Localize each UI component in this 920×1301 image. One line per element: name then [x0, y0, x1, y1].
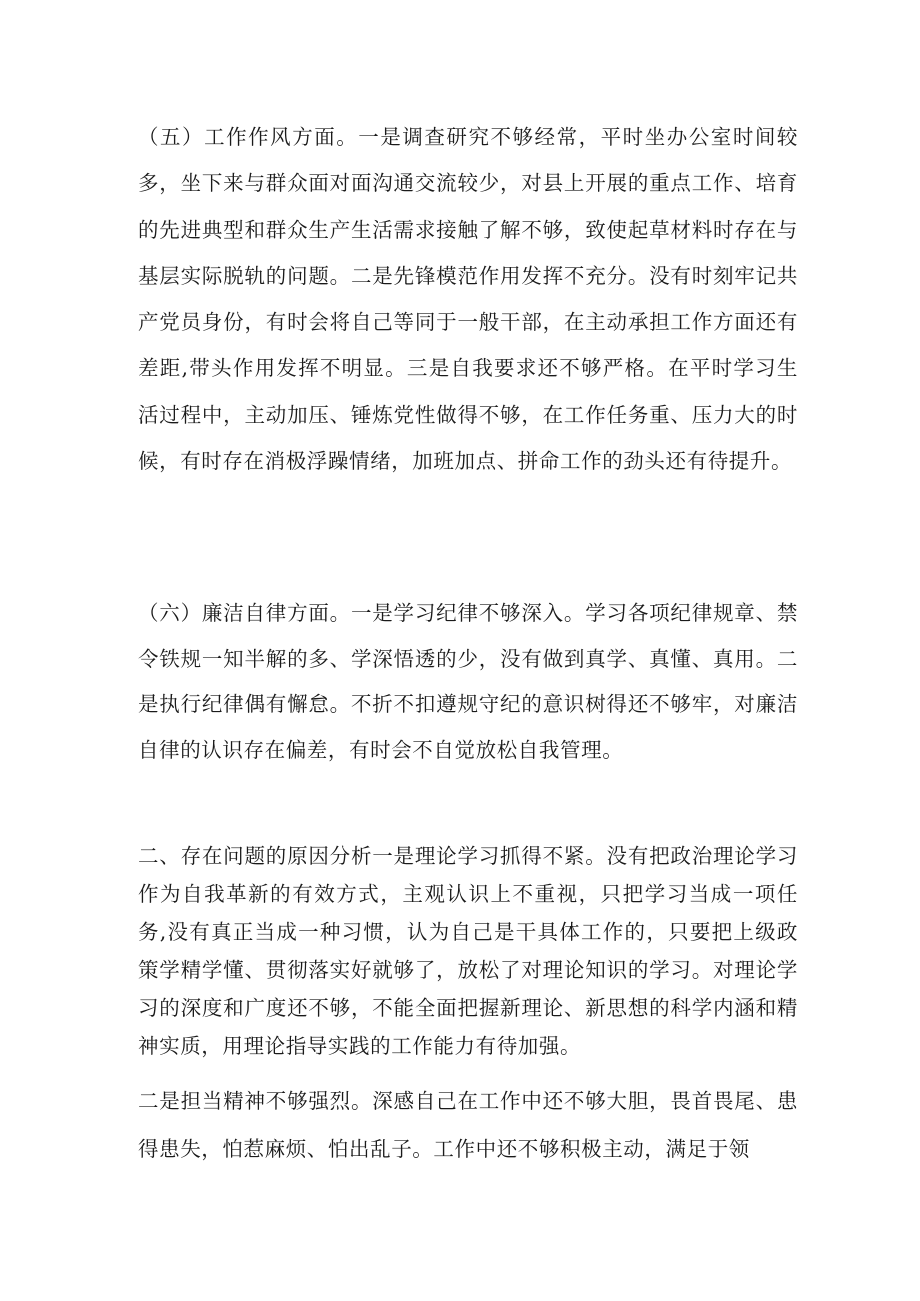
- paragraph-responsibility: 二是担当精神不够强烈。深感自己在工作中还不够大胆，畏首畏尾、患得患失，怕惹麻烦、怕出乱子。工作中还不够积极主动，满足于领: [138, 1089, 798, 1161]
- paragraph-cause-analysis: 二、存在问题的原因分析一是理论学习抓得不紧。没有把政治理论学习作为自我革新的有效方式，主观认识上不重视，只把学习当成一项任务,没有真正当成一种习惯，认为自己是干具体工作的，只要把上级政策学精学懂、贯彻落实好就够了，放松了对理论知识的学习。对理论学习的深度和广度还不够，不能全面把握新理论、新思想的科学内涵和精神实质，用理论指导实践的工作能力有待加强。: [138, 844, 798, 1058]
- paragraph-work-style: （五）工作作风方面。一是调查研究不够经常，平时坐办公室时间较多，坐下来与群众面对面沟通交流较少，对县上开展的重点工作、培育的先进典型和群众生产生活需求接触了解不够，致使起草材料时存在与基层实际脱轨的问题。二是先锋模范作用发挥不充分。没有时刻牢记共产党员身份，有时会将自己等同于一般干部，在主动承担工作方面还有差距,带头作用发挥不明显。三是自我要求还不够严格。在平时学习生活过程中，主动加压、锤炼党性做得不够，在工作任务重、压力大的时候，有时存在消极浮躁情绪，加班加点、拼命工作的劲头还有待提升。: [138, 125, 798, 474]
- paragraph-integrity: （六）廉洁自律方面。一是学习纪律不够深入。学习各项纪律规章、禁令铁规一知半解的多、学深悟透的少，没有做到真学、真懂、真用。二是执行纪律偶有懈怠。不折不扣遵规守纪的意识树得还不够牢，对廉洁自律的认识存在偏差，有时会不自觉放松自我管理。: [138, 601, 798, 762]
